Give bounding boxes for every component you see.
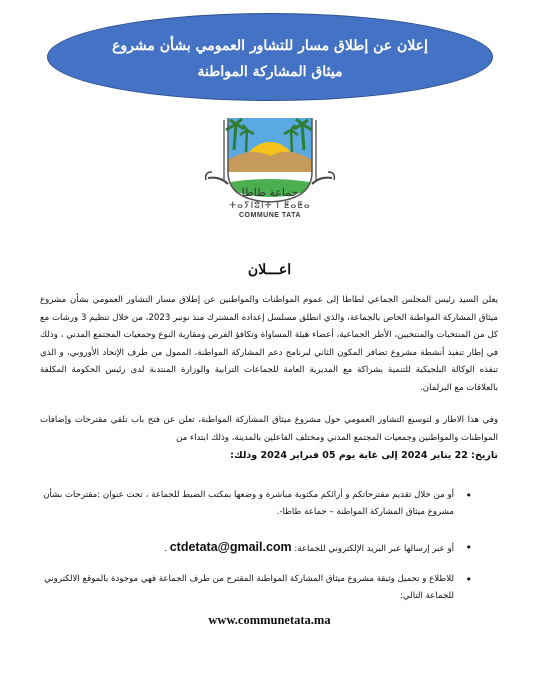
consultation-date-range: تاريخ: 22 يناير 2024 إلى غاية يوم 05 فبراير 2024 وذلك: [230, 450, 498, 462]
list-item-written-submission: • أو من خلال تقديم مقترحاتكم و أرائكم مكتوبة مباشرة و وضعها بمكتب الضبط للجماعة ، تحت عنوان :مقترحات بشأن مشروع ميثاق المشاركة المواطنة – جماعة طاطا-. [34, 487, 472, 521]
intro-paragraph: يعلن السيد رئيس المجلس الجماعي لطاطا إلى عموم المواطنات والمواطنين عن إطلاق مسار التشاور العمومي بشأن مشروع ميثاق المشاركة المواطنة الخاص بالجماعة، والذي انطلق مسلسل إعداده المشترك منذ نونبر 2023، من خلال تنظيم 3 ورشات مع كل من المنتخبات والمنتخبين، الأطر الجماعية، أعضاء هيئة المساواة وتكافؤ الفرص ومقاربة النوع وجمعيات المجتمع المدني ، وذلك في إطار تنفيذ أنشطة مشروع تضافر المكون الثاني لبرنامج دعم المشاركة المواطنة، الممول من طرف الإتحاد الأوروبي، و الذي تنفذه الوكالة البلجيكية للتنمية بشراكة مع المديرية العامة للجماعات الترابية والوزارة المنتدبة لدى رئيس الحكومة المكلفة بالعلاقات مع البرلمان. [40, 295, 498, 393]
logo-french-text: COMMUNE TATA [239, 212, 301, 219]
email-instruction: أو عبر إرسالها عبر البريد الإلكتروني للجماعة: [294, 544, 454, 554]
list-item-email-submission [34, 539, 472, 558]
list-item-download-document: • للاطلاع و تحميل وثيقة مشروع ميثاق المشاركة المواطنة المقترح من طرف الجماعة فهي موجودة بالموقع الالكتروني للجماعة التالي: [34, 571, 472, 605]
contact-email-link[interactable]: ctdetata@gmail.com [169, 540, 292, 554]
announcement-heading: اعـــلان [247, 262, 292, 278]
consultation-paragraph [40, 412, 498, 465]
email-end-punctuation: . [164, 544, 167, 554]
logo-caption [198, 186, 342, 219]
banner-title-line-2: ميثاق المشاركة المواطنة [197, 64, 343, 80]
submission-methods-list [34, 487, 472, 605]
consultation-text: وفي هذا الاطار و لتوسيع التشاور العمومي حول مشروع ميثاق المشاركة المواطنة، تعلن عن فتح باب تلقي مقترحات وإضافات المواطنات والمواطنين وجمعيات المجتمع المدني ومختلف الفاعلين بالمدينة، وذلك ابتداء من [40, 415, 498, 443]
logo-tifinagh-text: ⵜⴰⵢⵏⵓⵏⵜ ⵏ ⵟⴰⵟⴰ [229, 201, 311, 211]
logo-arabic-text: جماعة طاطا [241, 186, 299, 199]
title-banner [47, 13, 493, 101]
website-link[interactable]: www.communetata.ma [208, 613, 331, 627]
banner-title-line-1: إعلان عن إطلاق مسار للتشاور العمومي بشأن مشروع [112, 38, 428, 54]
